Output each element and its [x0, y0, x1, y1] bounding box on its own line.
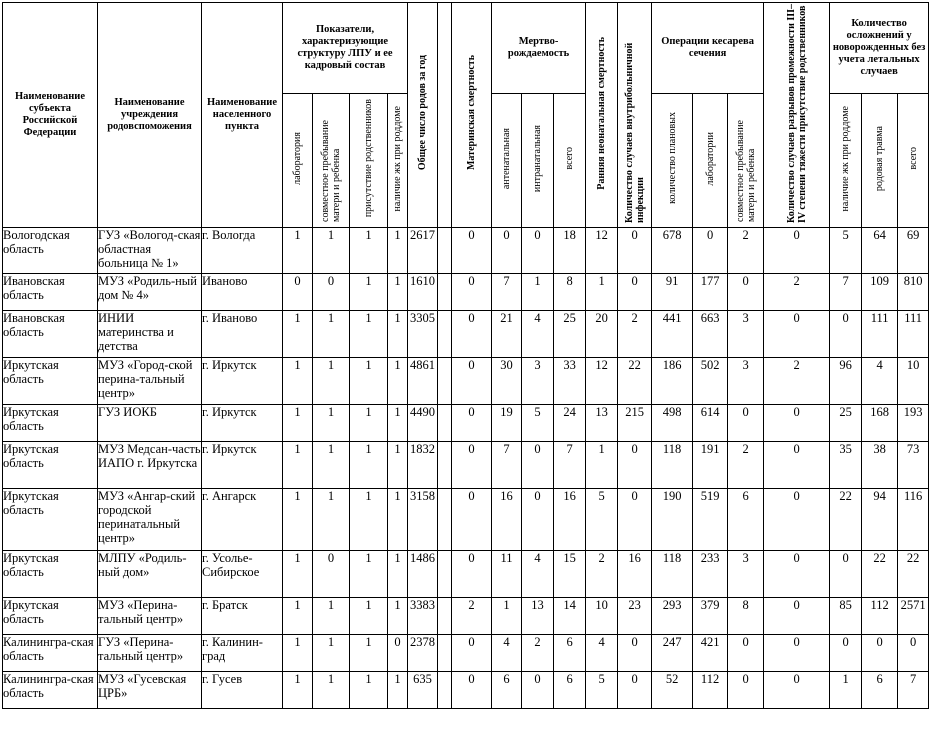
cell-value: 0	[452, 635, 492, 672]
header-cs-cohab: совместное пребывание матери и ребенка	[728, 93, 764, 227]
table-row	[3, 635, 929, 672]
cell-value: 1	[350, 274, 388, 311]
cell-value: 2	[586, 551, 618, 598]
cell-value: 13	[522, 598, 554, 635]
cell-value: 6	[728, 489, 764, 551]
cell-value: 1	[283, 311, 313, 358]
cell-value: 14	[554, 598, 586, 635]
cell-value: 0	[862, 635, 898, 672]
cell-value: 7	[554, 442, 586, 489]
cell-institution: МУЗ «Родиль-ный дом № 4»	[98, 274, 202, 311]
cell-value: 1	[388, 442, 408, 489]
cell-value: 2571	[898, 598, 929, 635]
cell-value: 4	[586, 635, 618, 672]
cell-value: 0	[618, 274, 652, 311]
cell-gap	[438, 551, 452, 598]
cell-value: 1	[350, 672, 388, 709]
header-stillbirth-group: Мертво-рождаемость	[492, 3, 586, 94]
cell-value: 663	[693, 311, 728, 358]
cell-subject: Калинингра-ская область	[3, 635, 98, 672]
cell-value: 11	[492, 551, 522, 598]
cell-value: 0	[452, 274, 492, 311]
cell-value: 12	[586, 228, 618, 274]
cell-gap	[438, 598, 452, 635]
cell-value: 0	[452, 551, 492, 598]
table-body	[3, 228, 929, 709]
cell-value: 5	[586, 672, 618, 709]
cell-value: 2	[728, 228, 764, 274]
cell-value: 0	[452, 489, 492, 551]
cell-value: 215	[618, 405, 652, 442]
header-c-rh: наличие жк при роддоме	[830, 93, 862, 227]
table-row	[3, 358, 929, 405]
cell-value: 0	[764, 405, 830, 442]
cell-value: 7	[830, 274, 862, 311]
cell-subject: Калинингра-ская область	[3, 672, 98, 709]
cell-value: 4	[522, 311, 554, 358]
cell-value: 33	[554, 358, 586, 405]
cell-value: 1	[350, 489, 388, 551]
cell-value: 0	[283, 274, 313, 311]
cell-institution: ИНИИ материнства и детства	[98, 311, 202, 358]
cell-value: 519	[693, 489, 728, 551]
cell-value: 8	[554, 274, 586, 311]
cell-value: 22	[898, 551, 929, 598]
cell-value: 1	[313, 442, 350, 489]
cell-value: 22	[618, 358, 652, 405]
cell-value: 441	[652, 311, 693, 358]
cell-value: 1	[388, 598, 408, 635]
cell-locality: г. Иваново	[202, 311, 283, 358]
cell-value: 1	[283, 551, 313, 598]
cell-value: 2	[452, 598, 492, 635]
cell-locality: г. Ангарск	[202, 489, 283, 551]
table-row	[3, 311, 929, 358]
cell-value: 111	[898, 311, 929, 358]
cell-value: 1	[350, 598, 388, 635]
header-perineal: Количество случаев разрывов промежности III–IV степени тяжести присутствие родственников	[764, 3, 830, 228]
header-intranatal: интранатальная	[522, 93, 554, 227]
cell-subject: Иркутская область	[3, 358, 98, 405]
table-row	[3, 274, 929, 311]
table-row	[3, 405, 929, 442]
cell-value: 193	[898, 405, 929, 442]
cell-locality: г. Калинин-град	[202, 635, 283, 672]
header-cs-lab: лаборатории	[693, 93, 728, 227]
cell-locality: г. Иркутск	[202, 405, 283, 442]
cell-value: 1	[350, 228, 388, 274]
cell-value: 0	[728, 274, 764, 311]
table-header	[3, 3, 929, 228]
cell-value: 0	[764, 228, 830, 274]
cell-gap	[438, 358, 452, 405]
table-row	[3, 442, 929, 489]
header-locality: Наименование населенного пункта	[202, 3, 283, 228]
cell-value: 0	[452, 228, 492, 274]
cell-value: 1	[313, 672, 350, 709]
cell-value: 1	[283, 405, 313, 442]
cell-value: 4861	[408, 358, 438, 405]
header-indicators-group: Показатели, характеризующие структуру ЛПУ и ее кадровый состав	[283, 3, 408, 94]
cell-value: 0	[764, 635, 830, 672]
cell-value: 6	[492, 672, 522, 709]
cell-value: 64	[862, 228, 898, 274]
table-row	[3, 551, 929, 598]
cell-value: 15	[554, 551, 586, 598]
cell-value: 191	[693, 442, 728, 489]
cell-value: 0	[728, 672, 764, 709]
cell-value: 7	[492, 274, 522, 311]
cell-value: 293	[652, 598, 693, 635]
cell-locality: г. Иркутск	[202, 442, 283, 489]
cell-institution: МУЗ Медсан-часть ИАПО г. Иркутска	[98, 442, 202, 489]
cell-value: 1832	[408, 442, 438, 489]
cell-value: 5	[830, 228, 862, 274]
cell-value: 10	[586, 598, 618, 635]
cell-value: 168	[862, 405, 898, 442]
cell-institution: МУЗ «Ангар-ский городской перинатальный центр»	[98, 489, 202, 551]
cell-value: 0	[313, 274, 350, 311]
cell-value: 0	[388, 635, 408, 672]
header-complications-group: Количество осложнений у новорожденных без учета летальных случаев	[830, 3, 929, 94]
cell-value: 190	[652, 489, 693, 551]
cell-value: 0	[452, 405, 492, 442]
cell-value: 247	[652, 635, 693, 672]
cell-gap	[438, 635, 452, 672]
cell-value: 379	[693, 598, 728, 635]
cell-gap	[438, 228, 452, 274]
cell-locality: г. Братск	[202, 598, 283, 635]
cell-value: 1	[283, 598, 313, 635]
header-laboratory: лаборатория	[283, 93, 313, 227]
cell-locality: Иваново	[202, 274, 283, 311]
cell-value: 25	[554, 311, 586, 358]
cell-value: 233	[693, 551, 728, 598]
cell-value: 0	[618, 672, 652, 709]
cell-value: 1	[283, 442, 313, 489]
cell-value: 0	[764, 551, 830, 598]
cell-value: 1	[350, 405, 388, 442]
cell-value: 3	[728, 311, 764, 358]
cell-value: 2	[522, 635, 554, 672]
cell-value: 35	[830, 442, 862, 489]
cell-value: 1	[388, 274, 408, 311]
cell-value: 0	[618, 442, 652, 489]
cell-value: 1	[350, 311, 388, 358]
cell-value: 91	[652, 274, 693, 311]
cell-value: 3	[728, 358, 764, 405]
cell-value: 85	[830, 598, 862, 635]
cell-value: 0	[522, 228, 554, 274]
cell-value: 69	[898, 228, 929, 274]
cell-institution: ГУЗ «Перина-тальный центр»	[98, 635, 202, 672]
cell-value: 3305	[408, 311, 438, 358]
cell-value: 0	[830, 311, 862, 358]
cell-value: 10	[898, 358, 929, 405]
cell-value: 0	[830, 635, 862, 672]
cell-value: 810	[898, 274, 929, 311]
cell-value: 12	[586, 358, 618, 405]
cell-value: 0	[764, 598, 830, 635]
cell-value: 0	[898, 635, 929, 672]
header-subject: Наименование субъекта Российской Федерации	[3, 3, 98, 228]
cell-value: 2	[764, 358, 830, 405]
header-cesarean-group: Операции кесарева сечения	[652, 3, 764, 94]
cell-value: 1	[313, 635, 350, 672]
cell-value: 73	[898, 442, 929, 489]
cell-value: 0	[618, 635, 652, 672]
cell-value: 1	[313, 311, 350, 358]
cell-value: 0	[764, 672, 830, 709]
cell-gap	[438, 274, 452, 311]
cell-value: 1	[388, 672, 408, 709]
table-row	[3, 598, 929, 635]
cell-value: 635	[408, 672, 438, 709]
cell-value: 1	[283, 635, 313, 672]
cell-value: 1	[313, 489, 350, 551]
cell-gap	[438, 672, 452, 709]
cell-value: 421	[693, 635, 728, 672]
header-cohabitation: совместное пребывание матери и ребенка	[313, 93, 350, 227]
cell-value: 8	[728, 598, 764, 635]
cell-value: 4	[862, 358, 898, 405]
cell-value: 5	[586, 489, 618, 551]
cell-subject: Иркутская область	[3, 405, 98, 442]
cell-institution: МУЗ «Город-ской перина-тальный центр»	[98, 358, 202, 405]
header-antenatal: антенатальная	[492, 93, 522, 227]
cell-value: 3383	[408, 598, 438, 635]
cell-value: 1	[586, 442, 618, 489]
table-row	[3, 489, 929, 551]
cell-value: 96	[830, 358, 862, 405]
cell-value: 20	[586, 311, 618, 358]
cell-value: 186	[652, 358, 693, 405]
cell-value: 0	[618, 228, 652, 274]
maternity-stats-table	[2, 2, 929, 709]
cell-institution: ГУЗ ИОКБ	[98, 405, 202, 442]
cell-gap	[438, 311, 452, 358]
cell-value: 23	[618, 598, 652, 635]
header-maternal-mortality: Материнская смертность	[452, 3, 492, 228]
cell-value: 1	[283, 358, 313, 405]
cell-value: 1	[283, 228, 313, 274]
header-institution: Наименование учреждения родовспоможения	[98, 3, 202, 228]
cell-value: 7	[492, 442, 522, 489]
cell-value: 0	[522, 442, 554, 489]
cell-gap	[438, 489, 452, 551]
cell-value: 2617	[408, 228, 438, 274]
cell-value: 1	[388, 311, 408, 358]
cell-value: 1	[350, 442, 388, 489]
cell-value: 4	[492, 635, 522, 672]
cell-value: 1	[388, 551, 408, 598]
cell-value: 0	[452, 311, 492, 358]
table-row	[3, 228, 929, 274]
cell-value: 0	[452, 672, 492, 709]
cell-value: 2378	[408, 635, 438, 672]
header-gap	[438, 3, 452, 228]
cell-value: 3	[728, 551, 764, 598]
cell-value: 111	[862, 311, 898, 358]
cell-value: 1	[522, 274, 554, 311]
cell-value: 16	[618, 551, 652, 598]
cell-value: 118	[652, 442, 693, 489]
cell-value: 0	[452, 358, 492, 405]
cell-value: 52	[652, 672, 693, 709]
cell-value: 19	[492, 405, 522, 442]
cell-value: 24	[554, 405, 586, 442]
cell-value: 502	[693, 358, 728, 405]
cell-subject: Иркутская область	[3, 598, 98, 635]
cell-institution: ГУЗ «Вологод-ская областная больница № 1»	[98, 228, 202, 274]
cell-value: 4490	[408, 405, 438, 442]
cell-value: 1	[283, 672, 313, 709]
cell-value: 18	[554, 228, 586, 274]
cell-value: 7	[898, 672, 929, 709]
cell-locality: г. Вологда	[202, 228, 283, 274]
cell-value: 4	[522, 551, 554, 598]
cell-value: 1	[313, 358, 350, 405]
cell-value: 6	[554, 635, 586, 672]
header-stillbirth-total: всего	[554, 93, 586, 227]
cell-value: 1	[388, 228, 408, 274]
cell-institution: МУЗ «Гусевская ЦРБ»	[98, 672, 202, 709]
cell-value: 0	[492, 228, 522, 274]
header-total-births: Общее число родов за год	[408, 3, 438, 228]
cell-value: 2	[764, 274, 830, 311]
cell-value: 1	[830, 672, 862, 709]
cell-value: 13	[586, 405, 618, 442]
cell-gap	[438, 442, 452, 489]
cell-value: 0	[618, 489, 652, 551]
cell-value: 1	[313, 405, 350, 442]
cell-locality: г. Иркутск	[202, 358, 283, 405]
cell-value: 21	[492, 311, 522, 358]
cell-value: 0	[764, 442, 830, 489]
cell-subject: Иркутская область	[3, 442, 98, 489]
cell-value: 22	[862, 551, 898, 598]
cell-value: 0	[830, 551, 862, 598]
cell-subject: Иркутская область	[3, 489, 98, 551]
cell-locality: г. Усолье-Сибирское	[202, 551, 283, 598]
cell-value: 0	[693, 228, 728, 274]
cell-value: 678	[652, 228, 693, 274]
cell-value: 1	[350, 635, 388, 672]
cell-value: 118	[652, 551, 693, 598]
header-infections: Количество случаев внутрибольничной инфекции	[618, 3, 652, 228]
cell-subject: Вологодская область	[3, 228, 98, 274]
cell-value: 16	[554, 489, 586, 551]
header-c-total: всего	[898, 93, 929, 227]
cell-value: 94	[862, 489, 898, 551]
cell-value: 112	[862, 598, 898, 635]
cell-value: 30	[492, 358, 522, 405]
cell-subject: Ивановская область	[3, 311, 98, 358]
cell-value: 1486	[408, 551, 438, 598]
header-rh-neg: наличие жк при роддоме	[388, 93, 408, 227]
cell-value: 38	[862, 442, 898, 489]
cell-value: 116	[898, 489, 929, 551]
table-row	[3, 672, 929, 709]
cell-value: 2	[728, 442, 764, 489]
cell-value: 1	[388, 405, 408, 442]
cell-value: 1	[283, 489, 313, 551]
cell-value: 0	[452, 442, 492, 489]
header-relatives: присутствие родственников	[350, 93, 388, 227]
header-c-trauma: родовая травма	[862, 93, 898, 227]
cell-value: 1	[350, 358, 388, 405]
cell-value: 25	[830, 405, 862, 442]
cell-value: 1	[388, 358, 408, 405]
cell-locality: г. Гусев	[202, 672, 283, 709]
cell-value: 1	[350, 551, 388, 598]
cell-value: 1	[586, 274, 618, 311]
cell-value: 0	[764, 489, 830, 551]
cell-value: 22	[830, 489, 862, 551]
cell-value: 5	[522, 405, 554, 442]
cell-value: 109	[862, 274, 898, 311]
cell-subject: Ивановская область	[3, 274, 98, 311]
cell-value: 2	[618, 311, 652, 358]
cell-value: 0	[728, 635, 764, 672]
cell-value: 1	[492, 598, 522, 635]
cell-value: 16	[492, 489, 522, 551]
header-early-neonatal: Ранняя неонатальная смертность	[586, 3, 618, 228]
cell-value: 112	[693, 672, 728, 709]
cell-subject: Иркутская область	[3, 551, 98, 598]
cell-value: 6	[862, 672, 898, 709]
cell-gap	[438, 405, 452, 442]
cell-value: 3	[522, 358, 554, 405]
cell-value: 1610	[408, 274, 438, 311]
cell-institution: МУЗ «Перина-тальный центр»	[98, 598, 202, 635]
header-planned: количество плановых	[652, 93, 693, 227]
cell-value: 0	[764, 311, 830, 358]
cell-value: 0	[313, 551, 350, 598]
cell-value: 0	[728, 405, 764, 442]
cell-value: 1	[313, 598, 350, 635]
cell-value: 3158	[408, 489, 438, 551]
cell-value: 0	[522, 672, 554, 709]
cell-value: 614	[693, 405, 728, 442]
cell-value: 177	[693, 274, 728, 311]
cell-institution: МЛПУ «Родиль-ный дом»	[98, 551, 202, 598]
cell-value: 1	[388, 489, 408, 551]
cell-value: 0	[522, 489, 554, 551]
cell-value: 1	[313, 228, 350, 274]
cell-value: 498	[652, 405, 693, 442]
cell-value: 6	[554, 672, 586, 709]
